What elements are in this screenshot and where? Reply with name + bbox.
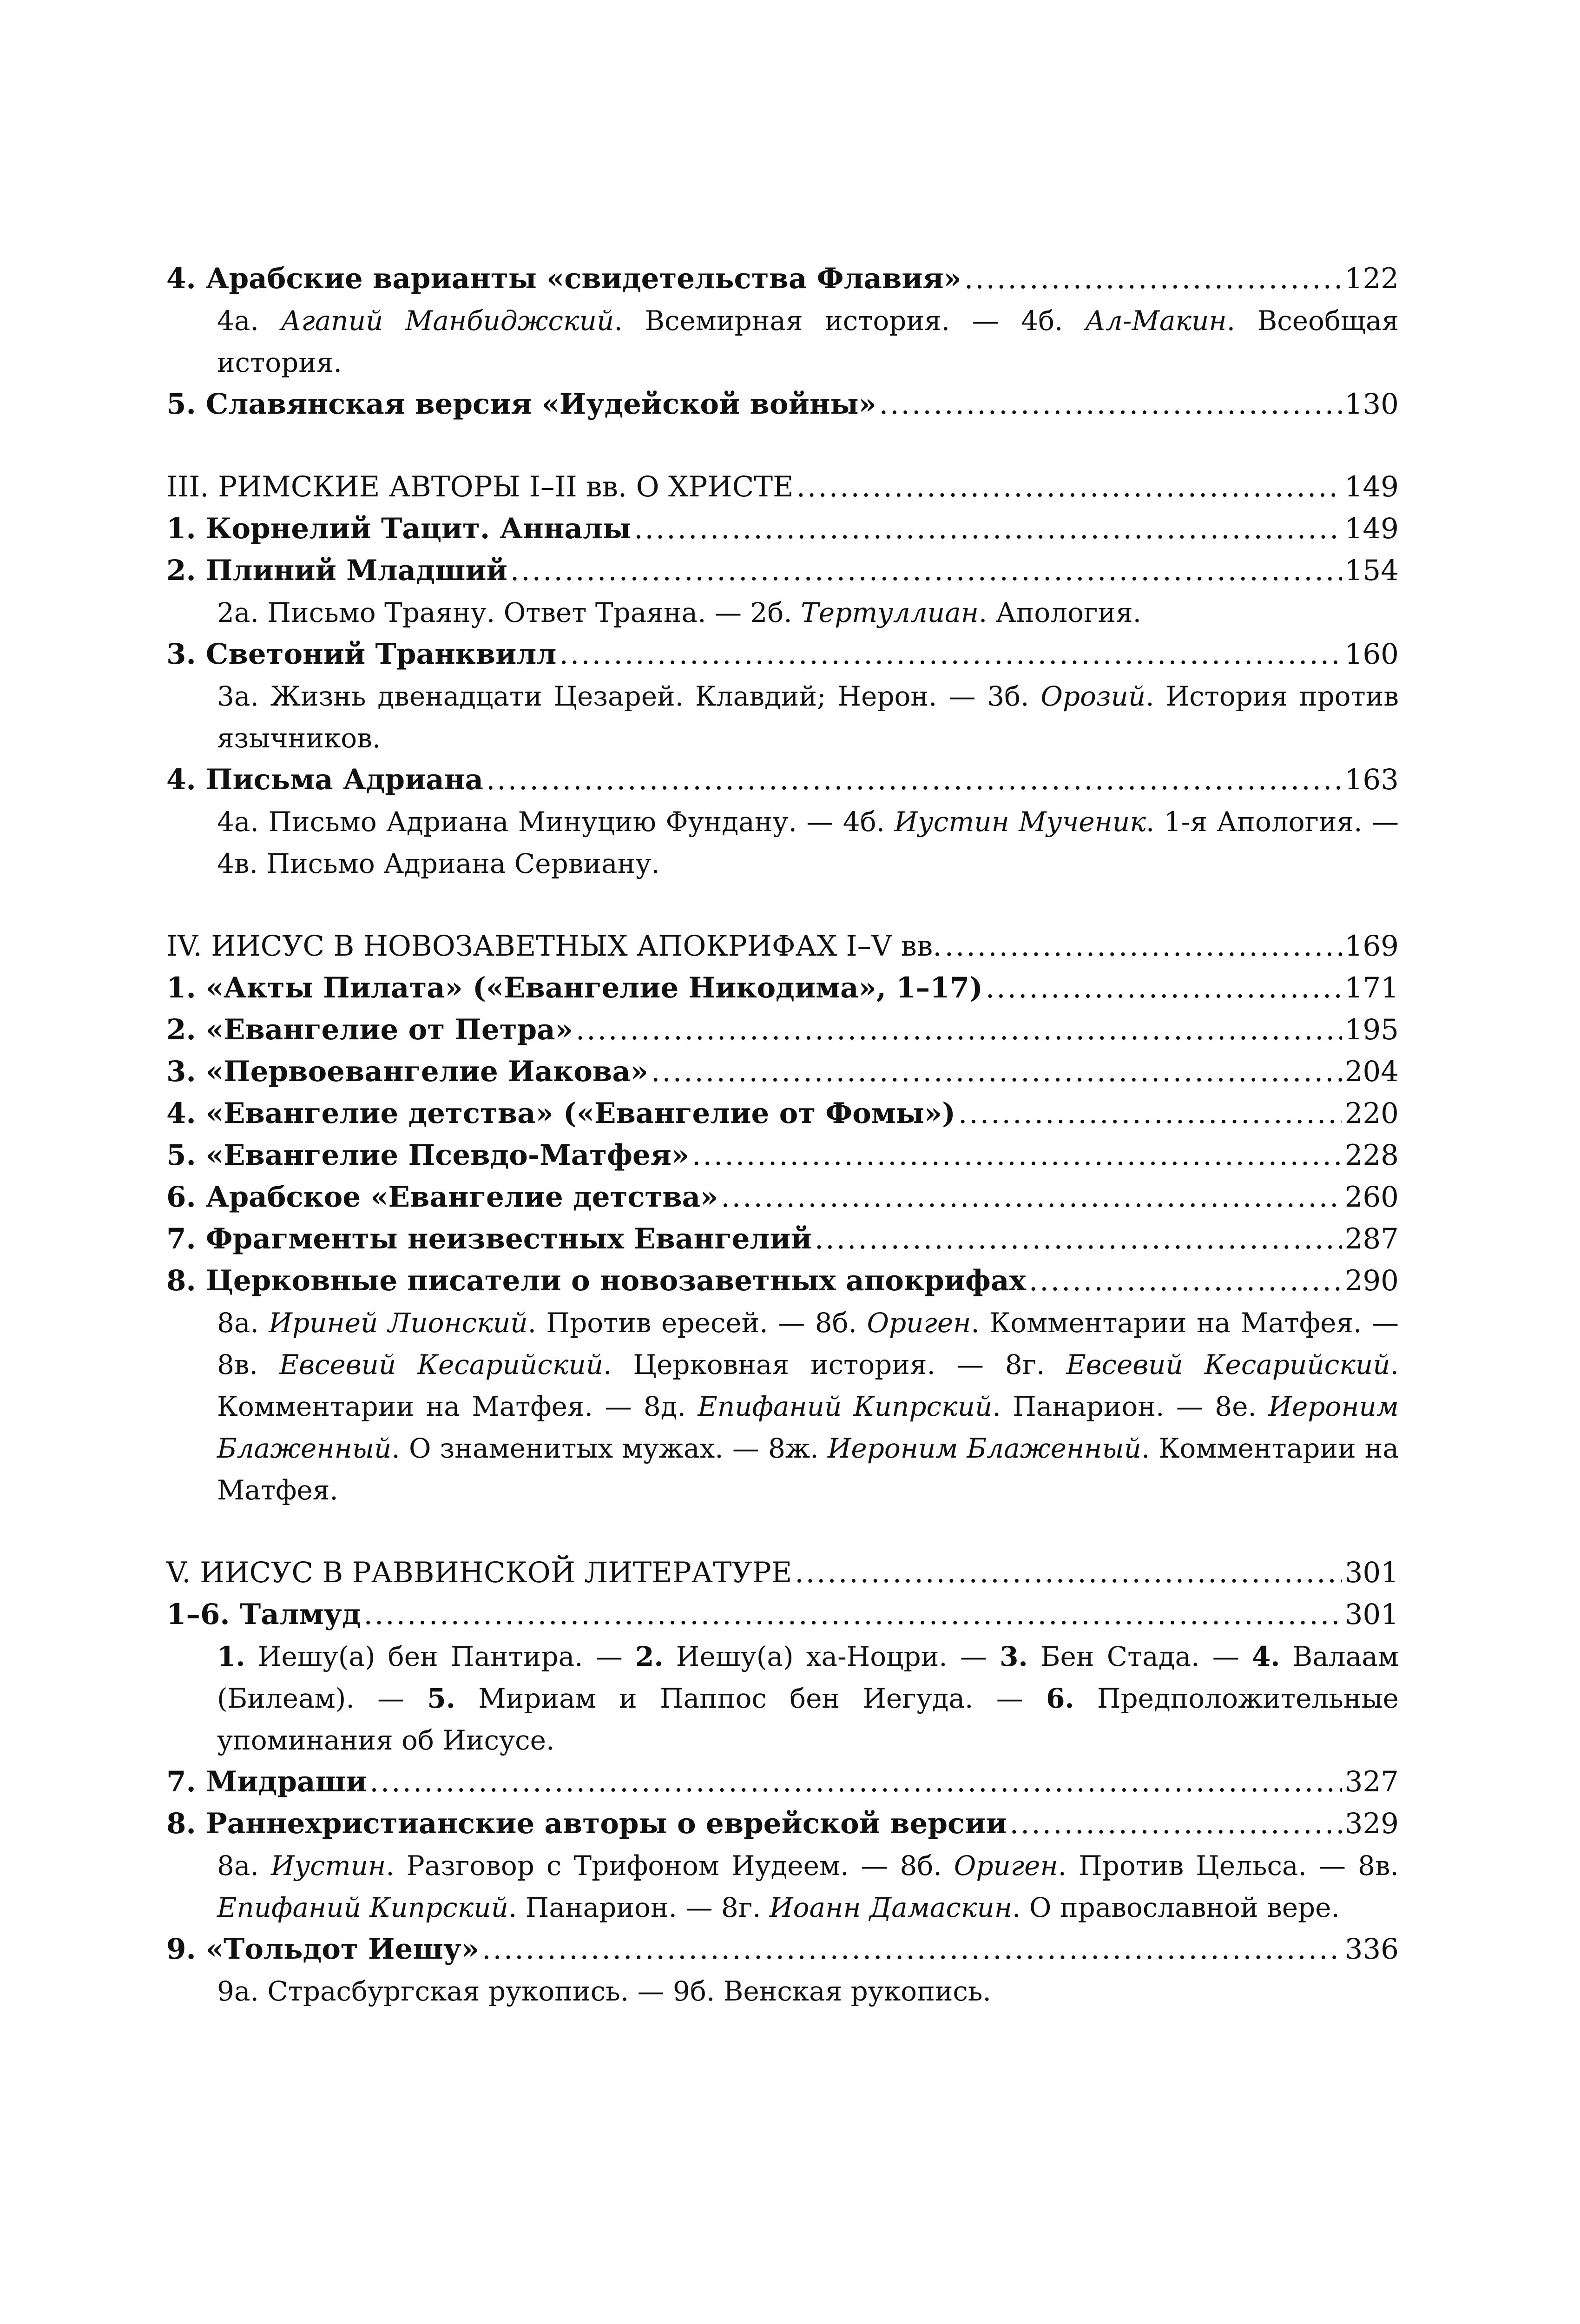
description-text: 4а. Письмо Адриана Минуцию Фундану. — 4б.: [217, 806, 895, 838]
entry-title: 3. «Первоевангелие Иакова»: [166, 1055, 648, 1088]
entry-title: 3. Светоний Транквилл: [166, 638, 557, 671]
description-text: 2а. Письмо Траяну. Ответ Траяна. — 2б.: [217, 597, 801, 628]
entry-title: 1. «Акты Пилата» («Евангелие Никодима», 1–17): [166, 971, 983, 1004]
toc-entry: [166, 1218, 1399, 1260]
page-number: 149: [1344, 470, 1399, 503]
dot-leader: [576, 1009, 1342, 1051]
description-text: . Комментарии на Матфея. — 8в.: [217, 1307, 1399, 1380]
entry-description: [166, 801, 1399, 885]
dot-leader: [964, 258, 1342, 300]
entry-title: IV. ИИСУС В НОВОЗАВЕТНЫХ АПОКРИФАХ I–V вв.: [166, 930, 942, 963]
description-text: 4а.: [217, 305, 281, 337]
author-name: Евсевий Кесарийский: [1066, 1349, 1390, 1380]
description-text: Предположительные упоминания об Иисусе.: [217, 1683, 1399, 1756]
entry-description: [166, 592, 1399, 634]
author-name: Ал-Макин: [1085, 305, 1227, 337]
description-text: Мириам и Паппос бен Иегуда. —: [455, 1683, 1047, 1714]
page-number: 287: [1344, 1222, 1399, 1255]
author-name: Ориген: [954, 1850, 1058, 1882]
description-text: . Комментарии на Матфея. — 8д.: [217, 1349, 1399, 1422]
description-text: . О знаменитых мужах. — 8ж.: [391, 1433, 828, 1464]
entry-title: 2. «Евангелие от Петра»: [166, 1013, 573, 1046]
item-number: 2.: [635, 1641, 664, 1672]
entry-title: 1–6. Талмуд: [166, 1598, 361, 1631]
toc-entry: [166, 1594, 1399, 1636]
description-text: 8а.: [217, 1850, 271, 1882]
dot-leader: [510, 550, 1342, 592]
section-heading: [166, 466, 1399, 508]
dot-leader: [634, 508, 1342, 550]
page-number: 290: [1344, 1264, 1399, 1297]
description-text: 9а. Страсбургская рукопись. — 9б. Венская рукопись.: [217, 1975, 991, 2007]
entry-title: 5. «Евангелие Псевдо-Матфея»: [166, 1139, 690, 1172]
toc-entry: [166, 1051, 1399, 1093]
dot-leader: [797, 466, 1342, 508]
toc-entry: [166, 759, 1399, 801]
description-text: Бен Стада. —: [1027, 1641, 1252, 1672]
page-number: 160: [1344, 638, 1399, 671]
dot-leader: [692, 1135, 1342, 1176]
author-name: Иустин Мученик: [894, 806, 1146, 838]
author-name: Агапий Манбиджский: [281, 305, 614, 337]
toc-entry: [166, 1135, 1399, 1176]
dot-leader: [879, 383, 1342, 425]
dot-leader: [559, 634, 1342, 675]
description-text: . Разговор с Трифоном Иудеем. — 8б.: [386, 1850, 954, 1882]
entry-title: 6. Арабское «Евангелие детства»: [166, 1181, 718, 1214]
dot-leader: [363, 1594, 1342, 1636]
description-text: . О православной вере.: [1012, 1892, 1340, 1923]
entry-title: 4. Арабские варианты «свидетельства Флавия»: [166, 262, 961, 295]
entry-title: 2. Плиний Младший: [166, 554, 507, 587]
toc-entry: [166, 1928, 1399, 1970]
page-number: 301: [1344, 1598, 1399, 1631]
page-number: 228: [1344, 1139, 1399, 1172]
toc-entry: [166, 1761, 1399, 1803]
description-text: . Панарион. — 8е.: [992, 1391, 1269, 1422]
toc-entry: [166, 634, 1399, 675]
section-spacer: [166, 885, 1399, 925]
item-number: 1.: [217, 1641, 245, 1672]
description-text: . Всеобщая история.: [217, 305, 1399, 378]
page-number: 327: [1344, 1765, 1399, 1798]
author-name: Иероним Блаженный: [217, 1391, 1399, 1464]
dot-leader: [482, 1928, 1342, 1970]
description-text: Иешу(а) ха-Ноцри. —: [663, 1641, 1000, 1672]
dot-leader: [795, 1552, 1342, 1594]
entry-title: 1. Корнелий Тацит. Анналы: [166, 512, 632, 545]
entry-description: [166, 1302, 1399, 1511]
author-name: Епифаний Кипрский: [217, 1892, 508, 1923]
description-text: . Всемирная история. — 4б.: [614, 305, 1085, 337]
section-spacer: [166, 1511, 1399, 1552]
page-number: 154: [1344, 554, 1399, 587]
entry-title: 5. Славянская версия «Иудейской войны»: [166, 388, 876, 421]
author-name: Орозий: [1040, 680, 1146, 712]
toc-entry: [166, 1803, 1399, 1845]
entry-title: 4. «Евангелие детства» («Евангелие от Фомы»): [166, 1097, 955, 1130]
item-number: 3.: [1000, 1641, 1028, 1672]
description-text: . Апология.: [978, 597, 1142, 628]
entry-description: [166, 300, 1399, 383]
toc-entry: [166, 258, 1399, 300]
page-number: 130: [1344, 388, 1399, 421]
description-text: 3а. Жизнь двенадцати Цезарей. Клавдий; Нерон. — 3б.: [217, 680, 1041, 712]
page-number: 122: [1344, 262, 1399, 295]
author-name: Епифаний Кипрский: [698, 1391, 993, 1422]
item-number: 4.: [1251, 1641, 1280, 1672]
entry-title: 8. Раннехристианские авторы о еврейской версии: [166, 1807, 1007, 1840]
toc-entry: [166, 1176, 1399, 1218]
page-number: 301: [1344, 1556, 1399, 1589]
dot-leader: [945, 925, 1342, 967]
page-number: 336: [1344, 1933, 1399, 1966]
author-name: Тертуллиан: [801, 597, 979, 628]
dot-leader: [721, 1176, 1342, 1218]
dot-leader: [986, 967, 1342, 1009]
section-heading: [166, 925, 1399, 967]
dot-leader: [1029, 1260, 1342, 1302]
entry-title: 8. Церковные писатели о новозаветных апокрифах: [166, 1264, 1026, 1297]
dot-leader: [958, 1093, 1342, 1135]
page-number: 195: [1344, 1013, 1399, 1046]
page-number: 220: [1344, 1097, 1399, 1130]
description-text: . 1-я Апология. — 4в. Письмо Адриана Сервиану.: [217, 806, 1399, 879]
section-heading: [166, 1552, 1399, 1594]
author-name: Ориген: [867, 1307, 971, 1339]
description-text: . Церковная история. — 8г.: [603, 1349, 1066, 1380]
dot-leader: [369, 1761, 1342, 1803]
description-text: Валаам (Билеам). —: [217, 1641, 1399, 1714]
description-text: . Комментарии на Матфея.: [217, 1433, 1399, 1506]
author-name: Ириней Лионский: [269, 1307, 528, 1339]
dot-leader: [815, 1218, 1342, 1260]
entry-title: 4. Письма Адриана: [166, 763, 483, 796]
entry-title: 7. Мидраши: [166, 1765, 367, 1798]
dot-leader: [486, 759, 1342, 801]
entry-title: 7. Фрагменты неизвестных Евангелий: [166, 1222, 812, 1255]
entry-title: V. ИИСУС В РАВВИНСКОЙ ЛИТЕРАТУРЕ: [166, 1556, 792, 1589]
toc-entry: [166, 508, 1399, 550]
description-text: . Против ересей. — 8б.: [527, 1307, 867, 1339]
toc-entry: [166, 967, 1399, 1009]
description-text: 8а.: [217, 1307, 269, 1339]
description-text: Иешу(а) бен Пантира. —: [245, 1641, 636, 1672]
toc-entry: [166, 1260, 1399, 1302]
description-text: . Панарион. — 8г.: [508, 1892, 770, 1923]
author-name: Евсевий Кесарийский: [279, 1349, 604, 1380]
page-number: 329: [1344, 1807, 1399, 1840]
toc-entry: [166, 550, 1399, 592]
dot-leader: [651, 1051, 1342, 1093]
author-name: Иероним Блаженный: [827, 1433, 1141, 1464]
entry-title: 9. «Тольдот Иешу»: [166, 1933, 480, 1966]
page-number: 171: [1344, 971, 1399, 1004]
section-spacer: [166, 425, 1399, 466]
dot-leader: [1010, 1803, 1342, 1845]
entry-description: [166, 1970, 1399, 2012]
toc-entry: [166, 1009, 1399, 1051]
author-name: Иустин: [270, 1850, 386, 1882]
author-name: Иоанн Дамаскин: [770, 1892, 1013, 1923]
entry-description: [166, 675, 1399, 759]
page-number: 149: [1344, 512, 1399, 545]
entry-description: [166, 1845, 1399, 1928]
item-number: 5.: [427, 1683, 455, 1714]
entry-description: [166, 1636, 1399, 1761]
item-number: 6.: [1046, 1683, 1074, 1714]
page-number: 260: [1344, 1181, 1399, 1214]
page-number: 163: [1344, 763, 1399, 796]
toc-entry: [166, 1093, 1399, 1135]
description-text: . История против язычников.: [217, 680, 1399, 754]
description-text: . Против Цельса. — 8в.: [1058, 1850, 1399, 1882]
page-number: 204: [1344, 1055, 1399, 1088]
entry-title: III. РИМСКИЕ АВТОРЫ I–II вв. О ХРИСТЕ: [166, 470, 794, 503]
table-of-contents: [166, 258, 1399, 2012]
page-number: 169: [1344, 930, 1399, 963]
toc-entry: [166, 383, 1399, 425]
